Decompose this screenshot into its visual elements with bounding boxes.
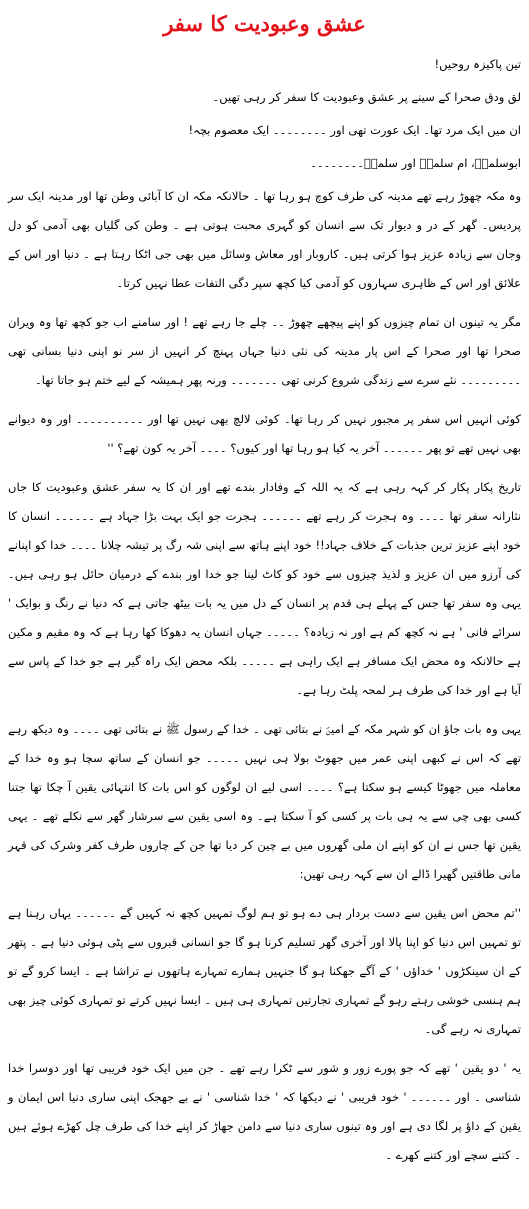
paragraph: تاریخ پکار پکار کر کہہ رہی ہے کہ یہ اللہ کے وفادار بندے تھے اور ان کا یہ سفر عشق وعبودیت کا جاں نثارانہ سفر تھا ۔۔۔۔ وہ ہجرت کر رہے تھے ۔۔۔۔۔۔ ہجرت جو ایک بہت بڑا جہاد ہے ۔۔۔۔۔۔ انسان کا خود اپنے عزیز ترین جذبات کے خلاف جہاد!! خود اپنے ہاتھ سے اپنی شہ رگ پر تیشہ چلانا ۔۔۔۔ خدا کو اپنانے کی آرزو میں ان عزیز و لذیذ چیزوں سے خود کو کاٹ لینا جو خدا اور بندے کے درمیان حائل ہو رہی ہیں۔ یہی وہ سفر تھا جس کے پہلے ہی قدم پر انسان کے دل میں یہ بات بیٹھ جاتی ہے کہ دنیا نے رنگ و بوایک ' سرائے فانی ' ہے نہ کچھ کم ہے اور نہ زیادہ؟ ۔۔۔۔۔ جہاں انسان یہ دھوکا کھا رہا ہے کہ وہ مقیم و مکین ہے حالانکہ وہ محض ایک مسافر ہے ایک راہی ہے ۔۔۔۔۔ بلکہ محض ایک راہ گیر ہے جو خدا کے پاس سے آیا ہے اور خدا کی طرف ہر لمحہ پلٹ رہا ہے۔: [8, 480, 521, 697]
stanza-line: لق ودق صحرا کے سینے پر عشق وعبودیت کا سفر کر رہی تھیں۔: [212, 90, 521, 104]
paragraph: یہ ' دو یقین ' تھے کہ جو پورے زور و شور سے ٹکرا رہے تھے ۔ جن میں ایک خود فریبی تھا اور دوسرا خدا شناسی ۔ اور ۔۔۔۔۔۔ ' خود فریبی ' نے دیکھا کہ ' خدا شناسی ' نے بے جھجک اپنی ساری دنیا اس ایمان و یقین کے داؤ پر لگا دی ہے اور وہ تینوں ساری دنیا سے دامن جھاڑ کر اپنے خدا کی طرف چل کھڑے ہوئے ہیں ۔ کتنے سچے اور کتنے کھرے ۔: [8, 1061, 521, 1162]
paragraph: وہ مکہ چھوڑ رہے تھے مدینہ کی طرف کوچ ہو رہا تھا ۔ حالانکہ مکہ ان کا آبائی وطن تھا اور مدینہ ایک سر پردیس۔ گھر کے در و دیوار تک سے انسان کو گہری محبت ہوتی ہے ۔ وطن کی گلیاں بھی آدمی کو دل وجان سے زیادہ عزیز ہوا کرتی ہیں۔ کاروبار اور معاش وسائل میں بھی جی اٹکا رہتا ہے ۔ دنیا اور اس کے علائق اور اس کے ظاہری سہاروں کو آدمی کیا کچھ سپر دگی التفات عطا نہیں کرتا۔: [8, 189, 521, 290]
article-body: [8, 50, 521, 1170]
paragraph: مگر یہ تینوں ان تمام چیزوں کو اپنے پیچھے چھوڑ ۔۔ چلے جا رہے تھے ! اور سامنے اب جو کچھ تھا وہ ویران صحرا تھا اور صحرا کے اس پار مدینہ کی نئی دنیا جہاں پہنچ کر انہیں از سر نو اپنی دنیا بسانی تھی ۔۔۔۔۔۔۔۔۔ نئے سرے سے زندگی شروع کرنی تھی ۔۔۔۔۔۔۔ ورنہ پھر ہمیشہ کے لیے ختم ہو جاتا تھا۔: [8, 315, 521, 387]
article-title: عشق وعبودیت کا سفر: [163, 11, 366, 36]
paragraph: یہی وہ بات جاؤ ان کو شہر مکہ کے امینؐ نے بتائی تھی ۔ خدا کے رسول ﷺ نے بتائی تھی ۔۔۔۔ وہ دیکھ رہے تھے کہ اس نے کبھی اپنی عمر میں جھوٹ بولا ہی نہیں ۔۔۔۔۔ جو انسان کے ساتھ سچا ہو وہ خدا کے معاملہ میں جھوٹا کیسے ہو سکتا ہے؟ ۔۔۔۔ اسی لیے ان لوگوں کو اس بات کا انتہائی یقین آ چکا تھا جتنا کسی بھی چی سے یہ ہی بات پر کسی کو آ سکتا ہے۔ وہ اسی یقین سے سرشار گھر سے نکلے تھے ۔ یہی یقین تھا جس نے ان کو اپنے ان ملی گھروں میں بے چین کر دیا تھا جن کے چاروں طرف کفر وشرک کی قہر مانی طاقتیں گھیرا ڈالے ان سے کہہ رہی تھیں:: [8, 722, 521, 881]
paragraph: کوئی انہیں اس سفر پر مجبور نہیں کر رہا تھا۔ کوئی لالچ بھی نہیں تھا اور ۔۔۔۔۔۔۔۔۔۔ اور وہ دیوانے بھی نہیں تھے تو پھر ۔۔۔۔۔۔ آخر یہ کیا ہو رہا تھا اور کیوں؟ ۔۔۔۔ آخر یہ کون تھے؟ '': [8, 412, 521, 455]
quoted-paragraph: ''تم محض اس یقین سے دست بردار ہی دے ہو تو ہم لوگ تمہیں کچھ نہ کہیں گے ۔۔۔۔۔۔ یہاں رہنا ہے تو تمہیں اس دنیا کو اپنا پالا اور آخری گھر تسلیم کرنا ہو گا جو انسانی قبروں سے پٹی ہوئی دنیا ہے ۔ پتھر کے ان سینکڑوں ' خداؤں ' کے آگے جھکنا ہو گا جنہیں ہمارے تمہارے ہاتھوں نے تراشا ہے ۔ ایسا کرو گے تو ہم ہنسی خوشی رہتے رہو گے تمہاری تجارتیں تمہاری ہی ہیں ۔ ایسا نہیں کرتے تو تمہاری کوئی چیز بھی تمہاری نہ رہے گی۔: [8, 906, 521, 1036]
stanza-line: ان میں ایک مرد تھا۔ ایک عورت تھی اور ۔۔۔۔۔۔۔۔ ایک معصوم بچہ!: [188, 123, 521, 137]
stanza-line: تین پاکیزہ روحیں!: [434, 57, 521, 71]
stanza-line: ابوسلمہؓ، ام سلمہؓ اور سلمہؓ۔۔۔۔۔۔۔۔: [310, 156, 521, 170]
